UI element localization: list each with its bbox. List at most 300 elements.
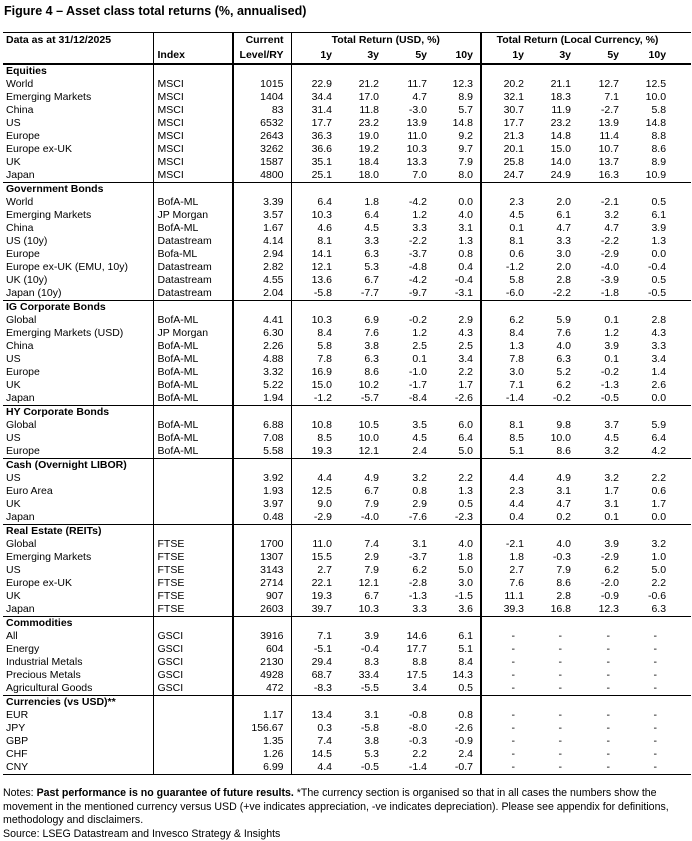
section-index-cell	[153, 301, 233, 315]
row-level: 6.88	[233, 419, 291, 432]
data-row	[3, 603, 691, 617]
row-index: MSCI	[153, 143, 233, 156]
section-usd-cell	[386, 64, 434, 78]
cell-usd-1y: 17.7	[291, 117, 339, 130]
data-row	[3, 735, 691, 748]
cell-usd-1y: 16.9	[291, 366, 339, 379]
cell-usd-3y: 6.3	[339, 248, 386, 261]
row-spacer-cell	[673, 643, 691, 656]
cell-usd-1y: 10.8	[291, 419, 339, 432]
cell-usd-10y: 14.8	[434, 117, 481, 130]
data-row	[3, 104, 691, 117]
section-usd-cell	[291, 617, 339, 631]
row-label: UK	[3, 156, 153, 169]
data-row	[3, 91, 691, 104]
section-local-cell	[481, 696, 531, 710]
row-label: Japan	[3, 603, 153, 617]
cell-usd-10y: 0.8	[434, 248, 481, 261]
cell-local-1y: -	[481, 722, 531, 735]
cell-usd-5y: -4.2	[386, 196, 434, 209]
row-spacer-cell	[673, 104, 691, 117]
section-level-cell	[233, 406, 291, 420]
row-spacer-cell	[673, 340, 691, 353]
section-local-cell	[481, 459, 531, 473]
cell-usd-3y: -7.7	[339, 287, 386, 301]
cell-usd-3y: 5.3	[339, 261, 386, 274]
cell-local-1y: -	[481, 761, 531, 775]
section-usd-cell	[386, 301, 434, 315]
row-label: Japan	[3, 392, 153, 406]
row-index: MSCI	[153, 130, 233, 143]
cell-usd-5y: 3.5	[386, 419, 434, 432]
section-usd-cell	[339, 64, 386, 78]
cell-local-3y: 5.9	[531, 314, 578, 327]
cell-usd-1y: 22.1	[291, 577, 339, 590]
cell-usd-5y: -8.0	[386, 722, 434, 735]
cell-usd-10y: 7.9	[434, 156, 481, 169]
cell-usd-5y: 6.2	[386, 564, 434, 577]
cell-local-3y: -0.2	[531, 392, 578, 406]
row-index: Datastream	[153, 274, 233, 287]
row-level: 2603	[233, 603, 291, 617]
cell-usd-1y: 14.5	[291, 748, 339, 761]
cell-usd-1y: 5.8	[291, 340, 339, 353]
cell-usd-5y: 11.0	[386, 130, 434, 143]
cell-local-3y: 7.9	[531, 564, 578, 577]
cell-usd-5y: 2.2	[386, 748, 434, 761]
row-label: All	[3, 630, 153, 643]
cell-local-3y: 7.6	[531, 327, 578, 340]
cell-local-5y: 3.2	[578, 472, 626, 485]
row-index: Datastream	[153, 287, 233, 301]
local-10y-header: 10y	[626, 48, 673, 64]
cell-usd-3y: 6.4	[339, 209, 386, 222]
row-level: 3143	[233, 564, 291, 577]
cell-usd-3y: -4.0	[339, 511, 386, 525]
row-index: FTSE	[153, 538, 233, 551]
data-row	[3, 392, 691, 406]
cell-local-3y: 2.0	[531, 261, 578, 274]
cell-usd-1y: 35.1	[291, 156, 339, 169]
notes-bold-warning: Past performance is no guarantee of future results.	[37, 787, 294, 799]
cell-local-3y: -	[531, 682, 578, 696]
cell-usd-10y: 1.3	[434, 235, 481, 248]
row-spacer-cell	[673, 735, 691, 748]
cell-usd-1y: 13.4	[291, 709, 339, 722]
row-label: EUR	[3, 709, 153, 722]
data-row	[3, 709, 691, 722]
row-label: Japan	[3, 169, 153, 183]
row-index: GSCI	[153, 643, 233, 656]
row-level: 2.26	[233, 340, 291, 353]
section-local-cell	[626, 301, 673, 315]
section-title: Equities	[3, 64, 153, 78]
cell-local-10y: -	[626, 735, 673, 748]
section-level-cell	[233, 459, 291, 473]
cell-local-3y: 3.1	[531, 485, 578, 498]
cell-usd-1y: 10.3	[291, 209, 339, 222]
cell-local-5y: 4.7	[578, 222, 626, 235]
cell-usd-1y: -1.2	[291, 392, 339, 406]
cell-usd-3y: 19.2	[339, 143, 386, 156]
row-level: 4.55	[233, 274, 291, 287]
cell-local-10y: -	[626, 709, 673, 722]
cell-usd-10y: 3.0	[434, 577, 481, 590]
cell-usd-5y: 8.8	[386, 656, 434, 669]
row-level: 1.67	[233, 222, 291, 235]
section-spacer-cell	[673, 696, 691, 710]
section-header-row	[3, 696, 691, 710]
cell-local-10y: 1.7	[626, 498, 673, 511]
row-spacer-cell	[673, 209, 691, 222]
cell-local-3y: 23.2	[531, 117, 578, 130]
row-spacer-cell	[673, 603, 691, 617]
section-local-cell	[481, 64, 531, 78]
row-index: MSCI	[153, 104, 233, 117]
cell-local-5y: 3.9	[578, 538, 626, 551]
cell-usd-5y: -0.2	[386, 314, 434, 327]
cell-usd-5y: -3.7	[386, 248, 434, 261]
cell-usd-1y: 10.3	[291, 314, 339, 327]
cell-usd-3y: 7.4	[339, 538, 386, 551]
data-row	[3, 538, 691, 551]
cell-usd-1y: 15.5	[291, 551, 339, 564]
cell-local-10y: 5.8	[626, 104, 673, 117]
section-title: Currencies (vs USD)**	[3, 696, 153, 710]
row-label: Europe	[3, 130, 153, 143]
row-index: BofA-ML	[153, 419, 233, 432]
cell-usd-5y: 17.7	[386, 643, 434, 656]
row-label: Japan	[3, 511, 153, 525]
data-row	[3, 682, 691, 696]
section-usd-cell	[434, 406, 481, 420]
row-label: China	[3, 340, 153, 353]
cell-local-5y: 12.7	[578, 78, 626, 91]
index-header: Index	[153, 48, 233, 64]
section-title: Commodities	[3, 617, 153, 631]
cell-usd-3y: 3.1	[339, 709, 386, 722]
section-local-cell	[481, 525, 531, 539]
row-index: GSCI	[153, 682, 233, 696]
cell-local-1y: 8.4	[481, 327, 531, 340]
row-level: 4.88	[233, 353, 291, 366]
cell-local-5y: -	[578, 722, 626, 735]
section-level-cell	[233, 301, 291, 315]
section-usd-cell	[386, 459, 434, 473]
row-level: 1.35	[233, 735, 291, 748]
section-usd-cell	[339, 183, 386, 197]
section-spacer-cell	[673, 459, 691, 473]
section-index-cell	[153, 617, 233, 631]
cell-local-1y: 4.5	[481, 209, 531, 222]
row-spacer-cell	[673, 709, 691, 722]
cell-usd-5y: 3.3	[386, 222, 434, 235]
cell-usd-5y: 3.3	[386, 603, 434, 617]
row-spacer-cell	[673, 78, 691, 91]
cell-usd-5y: 13.9	[386, 117, 434, 130]
cell-local-3y: -	[531, 748, 578, 761]
cell-usd-5y: -0.3	[386, 735, 434, 748]
section-index-cell	[153, 459, 233, 473]
row-spacer-cell	[673, 235, 691, 248]
cell-local-10y: 6.1	[626, 209, 673, 222]
section-local-cell	[531, 301, 578, 315]
row-index	[153, 748, 233, 761]
cell-local-1y: 2.3	[481, 196, 531, 209]
label-header-spacer	[3, 48, 153, 64]
row-spacer-cell	[673, 445, 691, 459]
cell-local-5y: -2.2	[578, 235, 626, 248]
cell-usd-1y: 68.7	[291, 669, 339, 682]
cell-local-3y: -	[531, 709, 578, 722]
cell-usd-1y: -5.8	[291, 287, 339, 301]
cell-local-1y: 6.2	[481, 314, 531, 327]
row-level: 0.48	[233, 511, 291, 525]
cell-local-1y: 4.4	[481, 498, 531, 511]
cell-local-1y: 8.5	[481, 432, 531, 445]
index-header-spacer	[153, 33, 233, 49]
section-local-cell	[578, 64, 626, 78]
data-row	[3, 643, 691, 656]
notes	[3, 787, 691, 828]
cell-local-10y: -	[626, 643, 673, 656]
data-row	[3, 169, 691, 183]
cell-local-5y: -	[578, 630, 626, 643]
header-row-2	[3, 48, 691, 64]
section-header-row	[3, 617, 691, 631]
cell-usd-10y: 0.0	[434, 196, 481, 209]
row-level: 1404	[233, 91, 291, 104]
section-local-cell	[531, 183, 578, 197]
cell-usd-10y: -0.7	[434, 761, 481, 775]
cell-usd-3y: 33.4	[339, 669, 386, 682]
asset-returns-table	[3, 32, 691, 775]
cell-usd-3y: 5.3	[339, 748, 386, 761]
cell-usd-1y: 9.0	[291, 498, 339, 511]
row-spacer-cell	[673, 577, 691, 590]
cell-usd-5y: 2.5	[386, 340, 434, 353]
cell-local-3y: 4.7	[531, 498, 578, 511]
row-spacer-cell	[673, 261, 691, 274]
section-local-cell	[578, 406, 626, 420]
cell-usd-5y: 3.1	[386, 538, 434, 551]
cell-local-10y: -	[626, 630, 673, 643]
row-level: 1700	[233, 538, 291, 551]
cell-usd-5y: 3.2	[386, 472, 434, 485]
row-spacer-cell	[673, 196, 691, 209]
row-spacer-cell	[673, 366, 691, 379]
cell-local-5y: 10.7	[578, 143, 626, 156]
section-local-cell	[578, 617, 626, 631]
cell-local-10y: -0.4	[626, 261, 673, 274]
cell-usd-5y: -4.2	[386, 274, 434, 287]
cell-usd-10y: 2.2	[434, 366, 481, 379]
section-title: Cash (Overnight LIBOR)	[3, 459, 153, 473]
data-row	[3, 327, 691, 340]
cell-local-1y: 1.3	[481, 340, 531, 353]
cell-local-1y: -6.0	[481, 287, 531, 301]
section-spacer-cell	[673, 617, 691, 631]
cell-local-3y: 2.0	[531, 196, 578, 209]
cell-usd-5y: 14.6	[386, 630, 434, 643]
row-label: China	[3, 222, 153, 235]
cell-usd-1y: 4.4	[291, 472, 339, 485]
current-level-header-line1: Current	[233, 33, 291, 49]
cell-usd-3y: 3.9	[339, 630, 386, 643]
data-row	[3, 117, 691, 130]
cell-local-3y: 8.6	[531, 577, 578, 590]
data-row	[3, 722, 691, 735]
cell-local-5y: -2.1	[578, 196, 626, 209]
section-local-cell	[626, 183, 673, 197]
cell-usd-10y: 12.3	[434, 78, 481, 91]
cell-usd-1y: 4.6	[291, 222, 339, 235]
section-index-cell	[153, 64, 233, 78]
figure-title: Figure 4 – Asset class total returns (%, annualised)	[4, 4, 690, 18]
cell-local-1y: -1.2	[481, 261, 531, 274]
row-label: US	[3, 472, 153, 485]
section-usd-cell	[291, 525, 339, 539]
cell-local-10y: -	[626, 682, 673, 696]
cell-local-1y: 2.3	[481, 485, 531, 498]
row-label: US	[3, 353, 153, 366]
data-row	[3, 248, 691, 261]
row-spacer-cell	[673, 169, 691, 183]
cell-usd-1y: 6.4	[291, 196, 339, 209]
cell-usd-10y: 5.0	[434, 445, 481, 459]
cell-local-1y: -2.1	[481, 538, 531, 551]
row-label: Global	[3, 538, 153, 551]
data-row	[3, 590, 691, 603]
data-row	[3, 761, 691, 775]
section-usd-cell	[291, 64, 339, 78]
cell-usd-5y: 4.7	[386, 91, 434, 104]
cell-local-1y: -	[481, 735, 531, 748]
section-local-cell	[481, 301, 531, 315]
row-level: 5.22	[233, 379, 291, 392]
row-level: 2643	[233, 130, 291, 143]
row-spacer-cell	[673, 91, 691, 104]
data-row	[3, 314, 691, 327]
row-index: JP Morgan	[153, 327, 233, 340]
notes-prefix: Notes:	[3, 787, 37, 799]
row-spacer-cell	[673, 143, 691, 156]
section-local-cell	[578, 696, 626, 710]
row-level: 1.93	[233, 485, 291, 498]
row-spacer-cell	[673, 117, 691, 130]
cell-local-10y: 8.6	[626, 143, 673, 156]
row-index: JP Morgan	[153, 209, 233, 222]
cell-local-10y: 0.6	[626, 485, 673, 498]
section-local-cell	[626, 525, 673, 539]
cell-local-10y: 12.5	[626, 78, 673, 91]
row-spacer-cell	[673, 353, 691, 366]
cell-local-5y: -1.3	[578, 379, 626, 392]
row-index: GSCI	[153, 669, 233, 682]
cell-local-3y: 6.3	[531, 353, 578, 366]
cell-local-3y: 16.8	[531, 603, 578, 617]
cell-usd-10y: 6.1	[434, 630, 481, 643]
cell-local-1y: 5.1	[481, 445, 531, 459]
row-spacer-cell	[673, 432, 691, 445]
row-spacer-cell	[673, 761, 691, 775]
cell-local-5y: -2.9	[578, 551, 626, 564]
row-level: 2130	[233, 656, 291, 669]
row-spacer-cell	[673, 564, 691, 577]
cell-local-3y: 2.8	[531, 274, 578, 287]
cell-usd-1y: 7.4	[291, 735, 339, 748]
cell-local-10y: 6.3	[626, 603, 673, 617]
section-usd-cell	[386, 183, 434, 197]
header-row-1	[3, 33, 691, 49]
cell-usd-5y: -1.0	[386, 366, 434, 379]
local-1y-header: 1y	[481, 48, 531, 64]
row-level: 2.94	[233, 248, 291, 261]
data-row	[3, 445, 691, 459]
cell-usd-10y: 8.9	[434, 91, 481, 104]
cell-usd-10y: 5.7	[434, 104, 481, 117]
row-label: Europe ex-UK	[3, 143, 153, 156]
section-local-cell	[531, 64, 578, 78]
cell-local-1y: -	[481, 669, 531, 682]
data-row	[3, 235, 691, 248]
row-spacer-cell	[673, 630, 691, 643]
cell-usd-5y: 10.3	[386, 143, 434, 156]
row-label: Europe ex-UK (EMU, 10y)	[3, 261, 153, 274]
row-index: MSCI	[153, 78, 233, 91]
section-local-cell	[578, 301, 626, 315]
cell-usd-3y: -0.5	[339, 761, 386, 775]
cell-usd-10y: -0.4	[434, 274, 481, 287]
section-usd-cell	[434, 525, 481, 539]
cell-local-10y: 3.2	[626, 538, 673, 551]
cell-usd-1y: 8.5	[291, 432, 339, 445]
cell-local-3y: -	[531, 722, 578, 735]
section-usd-cell	[339, 525, 386, 539]
row-label: China	[3, 104, 153, 117]
cell-usd-5y: 3.4	[386, 682, 434, 696]
cell-local-5y: -0.5	[578, 392, 626, 406]
cell-usd-10y: 5.0	[434, 564, 481, 577]
row-index	[153, 472, 233, 485]
cell-local-1y: -	[481, 682, 531, 696]
row-level: 3262	[233, 143, 291, 156]
cell-usd-3y: 19.0	[339, 130, 386, 143]
cell-usd-3y: 4.9	[339, 472, 386, 485]
row-level: 6.30	[233, 327, 291, 340]
cell-local-5y: -	[578, 748, 626, 761]
cell-local-3y: 15.0	[531, 143, 578, 156]
cell-local-1y: 0.6	[481, 248, 531, 261]
row-label: Europe	[3, 248, 153, 261]
row-level: 4.41	[233, 314, 291, 327]
cell-usd-3y: 8.3	[339, 656, 386, 669]
section-usd-cell	[339, 459, 386, 473]
cell-usd-3y: 12.1	[339, 577, 386, 590]
row-label: Europe ex-UK	[3, 577, 153, 590]
cell-usd-5y: -2.8	[386, 577, 434, 590]
section-local-cell	[578, 183, 626, 197]
cell-local-5y: 3.2	[578, 209, 626, 222]
row-spacer-cell	[673, 551, 691, 564]
cell-local-1y: 4.4	[481, 472, 531, 485]
cell-local-10y: -0.5	[626, 287, 673, 301]
cell-usd-1y: 31.4	[291, 104, 339, 117]
cell-local-5y: 0.1	[578, 511, 626, 525]
cell-local-3y: -2.2	[531, 287, 578, 301]
cell-usd-5y: 7.0	[386, 169, 434, 183]
row-index: BofA-ML	[153, 314, 233, 327]
